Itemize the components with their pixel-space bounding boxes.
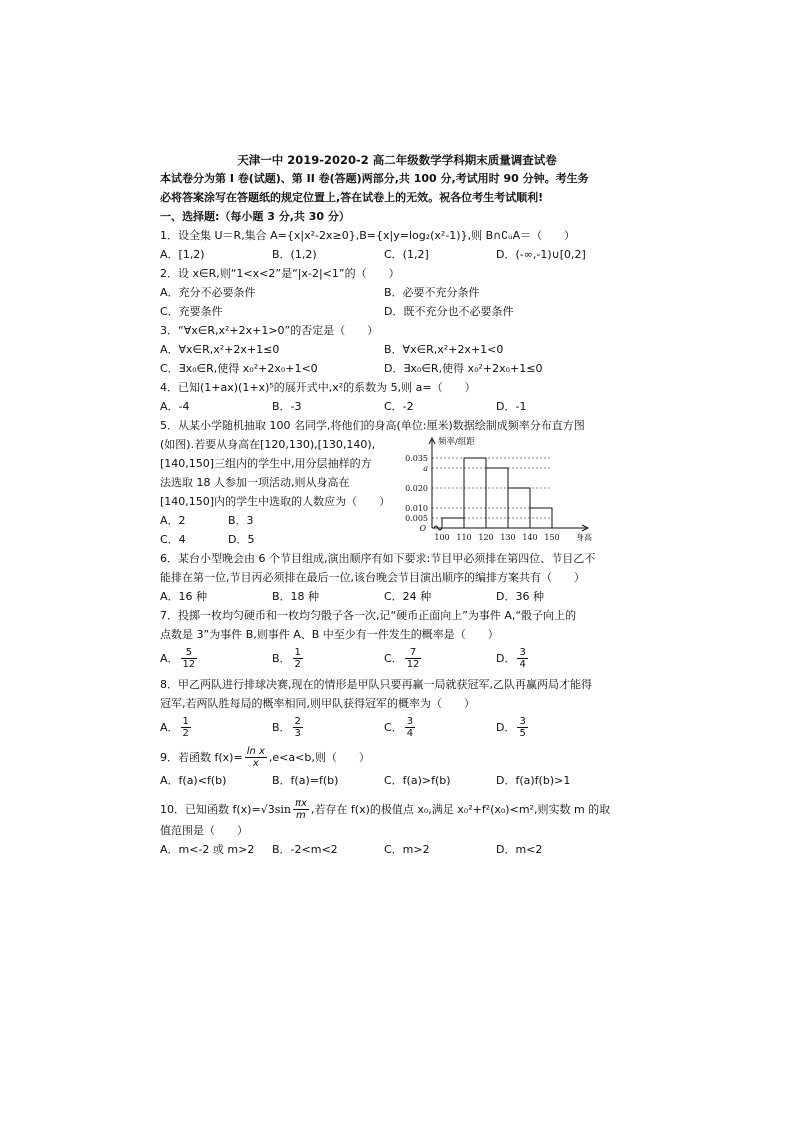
q8-option-b	[272, 716, 305, 739]
q10-option-a: A．m<-2 或 m>2	[160, 843, 255, 856]
q7-option-c	[384, 647, 423, 670]
q8-option-d-label: D．	[496, 720, 516, 734]
numerator: 3	[406, 716, 414, 727]
q9-stem	[160, 746, 370, 769]
q7-option-a-fraction	[181, 647, 198, 670]
q2-option-c: C．充要条件	[160, 305, 223, 318]
q8-option-d-fraction	[517, 716, 527, 739]
q4-option-b: B．-3	[272, 400, 302, 413]
q4-option-d: D．-1	[496, 400, 527, 413]
numerator: 1	[182, 716, 189, 727]
page-title: 天津一中 2019-2020-2 高二年级数学学科期末质量调查试卷	[237, 153, 557, 167]
q1-option-d: D．(-∞,-1)∪[0,2]	[496, 248, 586, 261]
q1-stem: 1．设全集 U＝R,集合 A={x|x²-2x≥0},B={x|y=log₂(x²-1)},则 B∩∁ᵤA＝（ ）	[160, 229, 576, 242]
numerator: ln x	[246, 746, 265, 757]
q7-option-b-label: B．	[272, 651, 291, 665]
numerator: 3	[519, 647, 526, 658]
q1-option-b: B．(1,2)	[272, 248, 317, 261]
denominator: x	[252, 758, 259, 769]
q8-option-a	[160, 716, 193, 739]
denominator: 5	[519, 728, 526, 739]
denominator: 2	[294, 659, 301, 670]
q10-root: √3	[260, 802, 275, 816]
q8-option-b-fraction	[293, 716, 303, 739]
q8-option-b-label: B．	[272, 720, 291, 734]
q3-option-b: B．∀x∈R,x²+2x+1<0	[384, 343, 504, 356]
q10-fraction	[293, 798, 309, 821]
q1-option-a: A．[1,2)	[160, 248, 205, 261]
q6-line-1: 6．某台小型晚会由 6 个节目组成,演出顺序有如下要求:节目甲必须排在第四位、节目乙不	[160, 552, 596, 565]
q4-stem: 4．已知(1+ax)(1+x)⁵的展开式中,x²的系数为 5,则 a=（ ）	[160, 381, 476, 394]
denominator: 4	[519, 659, 526, 670]
intro-line-2: 必将答案涂写在答题纸的规定位置上,答在试卷上的无效。祝各位考生考试顺利!	[160, 191, 544, 204]
q4-option-a: A．-4	[160, 400, 190, 413]
q7-option-b-fraction	[293, 647, 303, 670]
q7-option-d	[496, 647, 530, 670]
y-tick-label: 0.035	[405, 454, 428, 463]
x-tick-label: 120	[478, 533, 494, 542]
q7-option-c-label: C．	[384, 651, 403, 665]
y-tick-label: 0.005	[405, 514, 428, 523]
q5-line-2: (如图).若要从身高在[120,130),[130,140),	[160, 438, 376, 451]
numerator: 7	[405, 647, 422, 659]
q3-option-d: D．∃x₀∈R,使得 x₀²+2x₀+1≤0	[384, 362, 543, 375]
origin-label: O	[419, 524, 426, 533]
q9-option-c: C．f(a)>f(b)	[384, 774, 451, 787]
q2-option-a: A．充分不必要条件	[160, 286, 256, 299]
q9-stem-prefix: 9．若函数 f(x)=	[160, 750, 243, 764]
frequency-histogram	[396, 434, 596, 546]
q10-sin: sin	[274, 802, 291, 816]
q10-stem-prefix: 10．已知函数 f(x)=	[160, 802, 261, 816]
y-tick-label: 0.010	[405, 504, 428, 513]
denominator: 2	[182, 728, 189, 739]
q9-stem-suffix: ,e<a<b,则（ ）	[268, 750, 370, 764]
q10-stem-suffix: ,若存在 f(x)的极值点 x₀,满足 x₀²+f²(x₀)<m²,则实数 m 的取	[310, 802, 611, 816]
denominator: 12	[182, 659, 196, 670]
q8-option-c-fraction	[405, 716, 415, 739]
histogram-bar	[464, 458, 486, 528]
q7-option-a	[160, 647, 199, 670]
q3-option-a: A．∀x∈R,x²+2x+1≤0	[160, 343, 280, 356]
q9-option-b: B．f(a)=f(b)	[272, 774, 339, 787]
q7-option-d-label: D．	[496, 651, 516, 665]
q5-line-5: [140,150]内的学生中选取的人数应为（ ）	[160, 495, 391, 508]
q8-option-c	[384, 716, 417, 739]
histogram-bar	[508, 488, 530, 528]
denominator: m	[296, 810, 306, 821]
numerator: 2	[294, 716, 301, 727]
q8-option-d	[496, 716, 530, 739]
q3-stem: 3．“∀x∈R,x²+2x+1>0”的否定是（ ）	[160, 324, 379, 337]
q8-line-2: 冠军,若两队胜每局的概率相同,则甲队获得冠军的概率为（ ）	[160, 697, 475, 710]
q5-option-c: C．4	[160, 533, 186, 546]
q5-option-a: A．2	[160, 514, 186, 527]
q2-option-b: B．必要不充分条件	[384, 286, 480, 299]
histogram-bar	[486, 468, 508, 528]
x-tick-label: 110	[456, 533, 472, 542]
q8-option-a-label: A．	[160, 720, 179, 734]
q9-fraction	[245, 746, 267, 769]
q5-line-1: 5．从某小学随机抽取 100 名同学,将他们的身高(单位:厘米)数据绘制成频率分布直方图	[160, 419, 585, 432]
q2-stem: 2．设 x∈R,则“1<x<2”是“|x-2|<1”的（ ）	[160, 267, 400, 280]
y-axis-label: 频率/组距	[438, 437, 475, 447]
y-tick-label: a	[423, 464, 428, 473]
q1-option-c: C．(1,2]	[384, 248, 429, 261]
q6-option-a: A．16 种	[160, 590, 208, 603]
q6-option-b: B．18 种	[272, 590, 320, 603]
q6-option-c: C．24 种	[384, 590, 432, 603]
denominator: 4	[406, 728, 414, 739]
q7-option-b	[272, 647, 305, 670]
q9-option-d: D．f(a)f(b)>1	[496, 774, 571, 787]
y-tick-label: 0.020	[405, 484, 428, 493]
numerator: 1	[294, 647, 301, 658]
q9-option-a: A．f(a)<f(b)	[160, 774, 227, 787]
x-axis-label: 身高	[576, 533, 592, 542]
q5-option-d: D．5	[228, 533, 255, 546]
q10-line-2: 值范围是（ ）	[160, 824, 248, 837]
q5-line-4: 法选取 18 人参加一项活动,则从身高在	[160, 476, 350, 489]
q8-line-1: 8．甲乙两队进行排球决赛,现在的情形是甲队只要再赢一局就获冠军,乙队再赢两局才能得	[160, 678, 592, 691]
histogram-bar	[442, 518, 464, 528]
q7-line-2: 点数是 3”为事件 B,则事件 A、B 中至少有一件发生的概率是（ ）	[160, 628, 499, 641]
q8-option-c-label: C．	[384, 720, 403, 734]
q7-option-d-fraction	[517, 647, 527, 670]
x-tick-label: 140	[522, 533, 538, 542]
q10-option-b: B．-2<m<2	[272, 843, 338, 856]
q7-option-c-fraction	[405, 647, 422, 670]
numerator: πx	[294, 798, 307, 809]
numerator: 5	[181, 647, 198, 659]
q5-line-3: [140,150]三组内的学生中,用分层抽样的方	[160, 457, 372, 470]
q6-line-2: 能排在第一位,节目丙必须排在最后一位,该台晚会节目演出顺序的编排方案共有（ ）	[160, 571, 585, 584]
q7-line-1: 7．投掷一枚均匀硬币和一枚均匀骰子各一次,记“硬币正面向上”为事件 A,“骰子向上的	[160, 609, 577, 622]
denominator: 12	[406, 659, 420, 670]
section-heading: 一、选择题:（每小题 3 分,共 30 分）	[160, 210, 350, 223]
q7-option-a-label: A．	[160, 651, 179, 665]
x-tick-label: 100	[434, 533, 450, 542]
q10-option-d: D．m<2	[496, 843, 543, 856]
intro-line-1: 本试卷分为第 I 卷(试题)、第 II 卷(答题)两部分,共 100 分,考试用时 90 分钟。考生务	[160, 172, 589, 185]
denominator: 3	[294, 728, 301, 739]
numerator: 3	[519, 716, 526, 727]
q2-option-d: D．既不充分也不必要条件	[384, 305, 514, 318]
q4-option-c: C．-2	[384, 400, 414, 413]
x-tick-label: 130	[500, 533, 516, 542]
q8-option-a-fraction	[181, 716, 191, 739]
x-tick-label: 150	[544, 533, 560, 542]
q10-stem	[160, 798, 610, 821]
q6-option-d: D．36 种	[496, 590, 544, 603]
q10-option-c: C．m>2	[384, 843, 430, 856]
q5-option-b: B．3	[228, 514, 254, 527]
q3-option-c: C．∃x₀∈R,使得 x₀²+2x₀+1<0	[160, 362, 318, 375]
